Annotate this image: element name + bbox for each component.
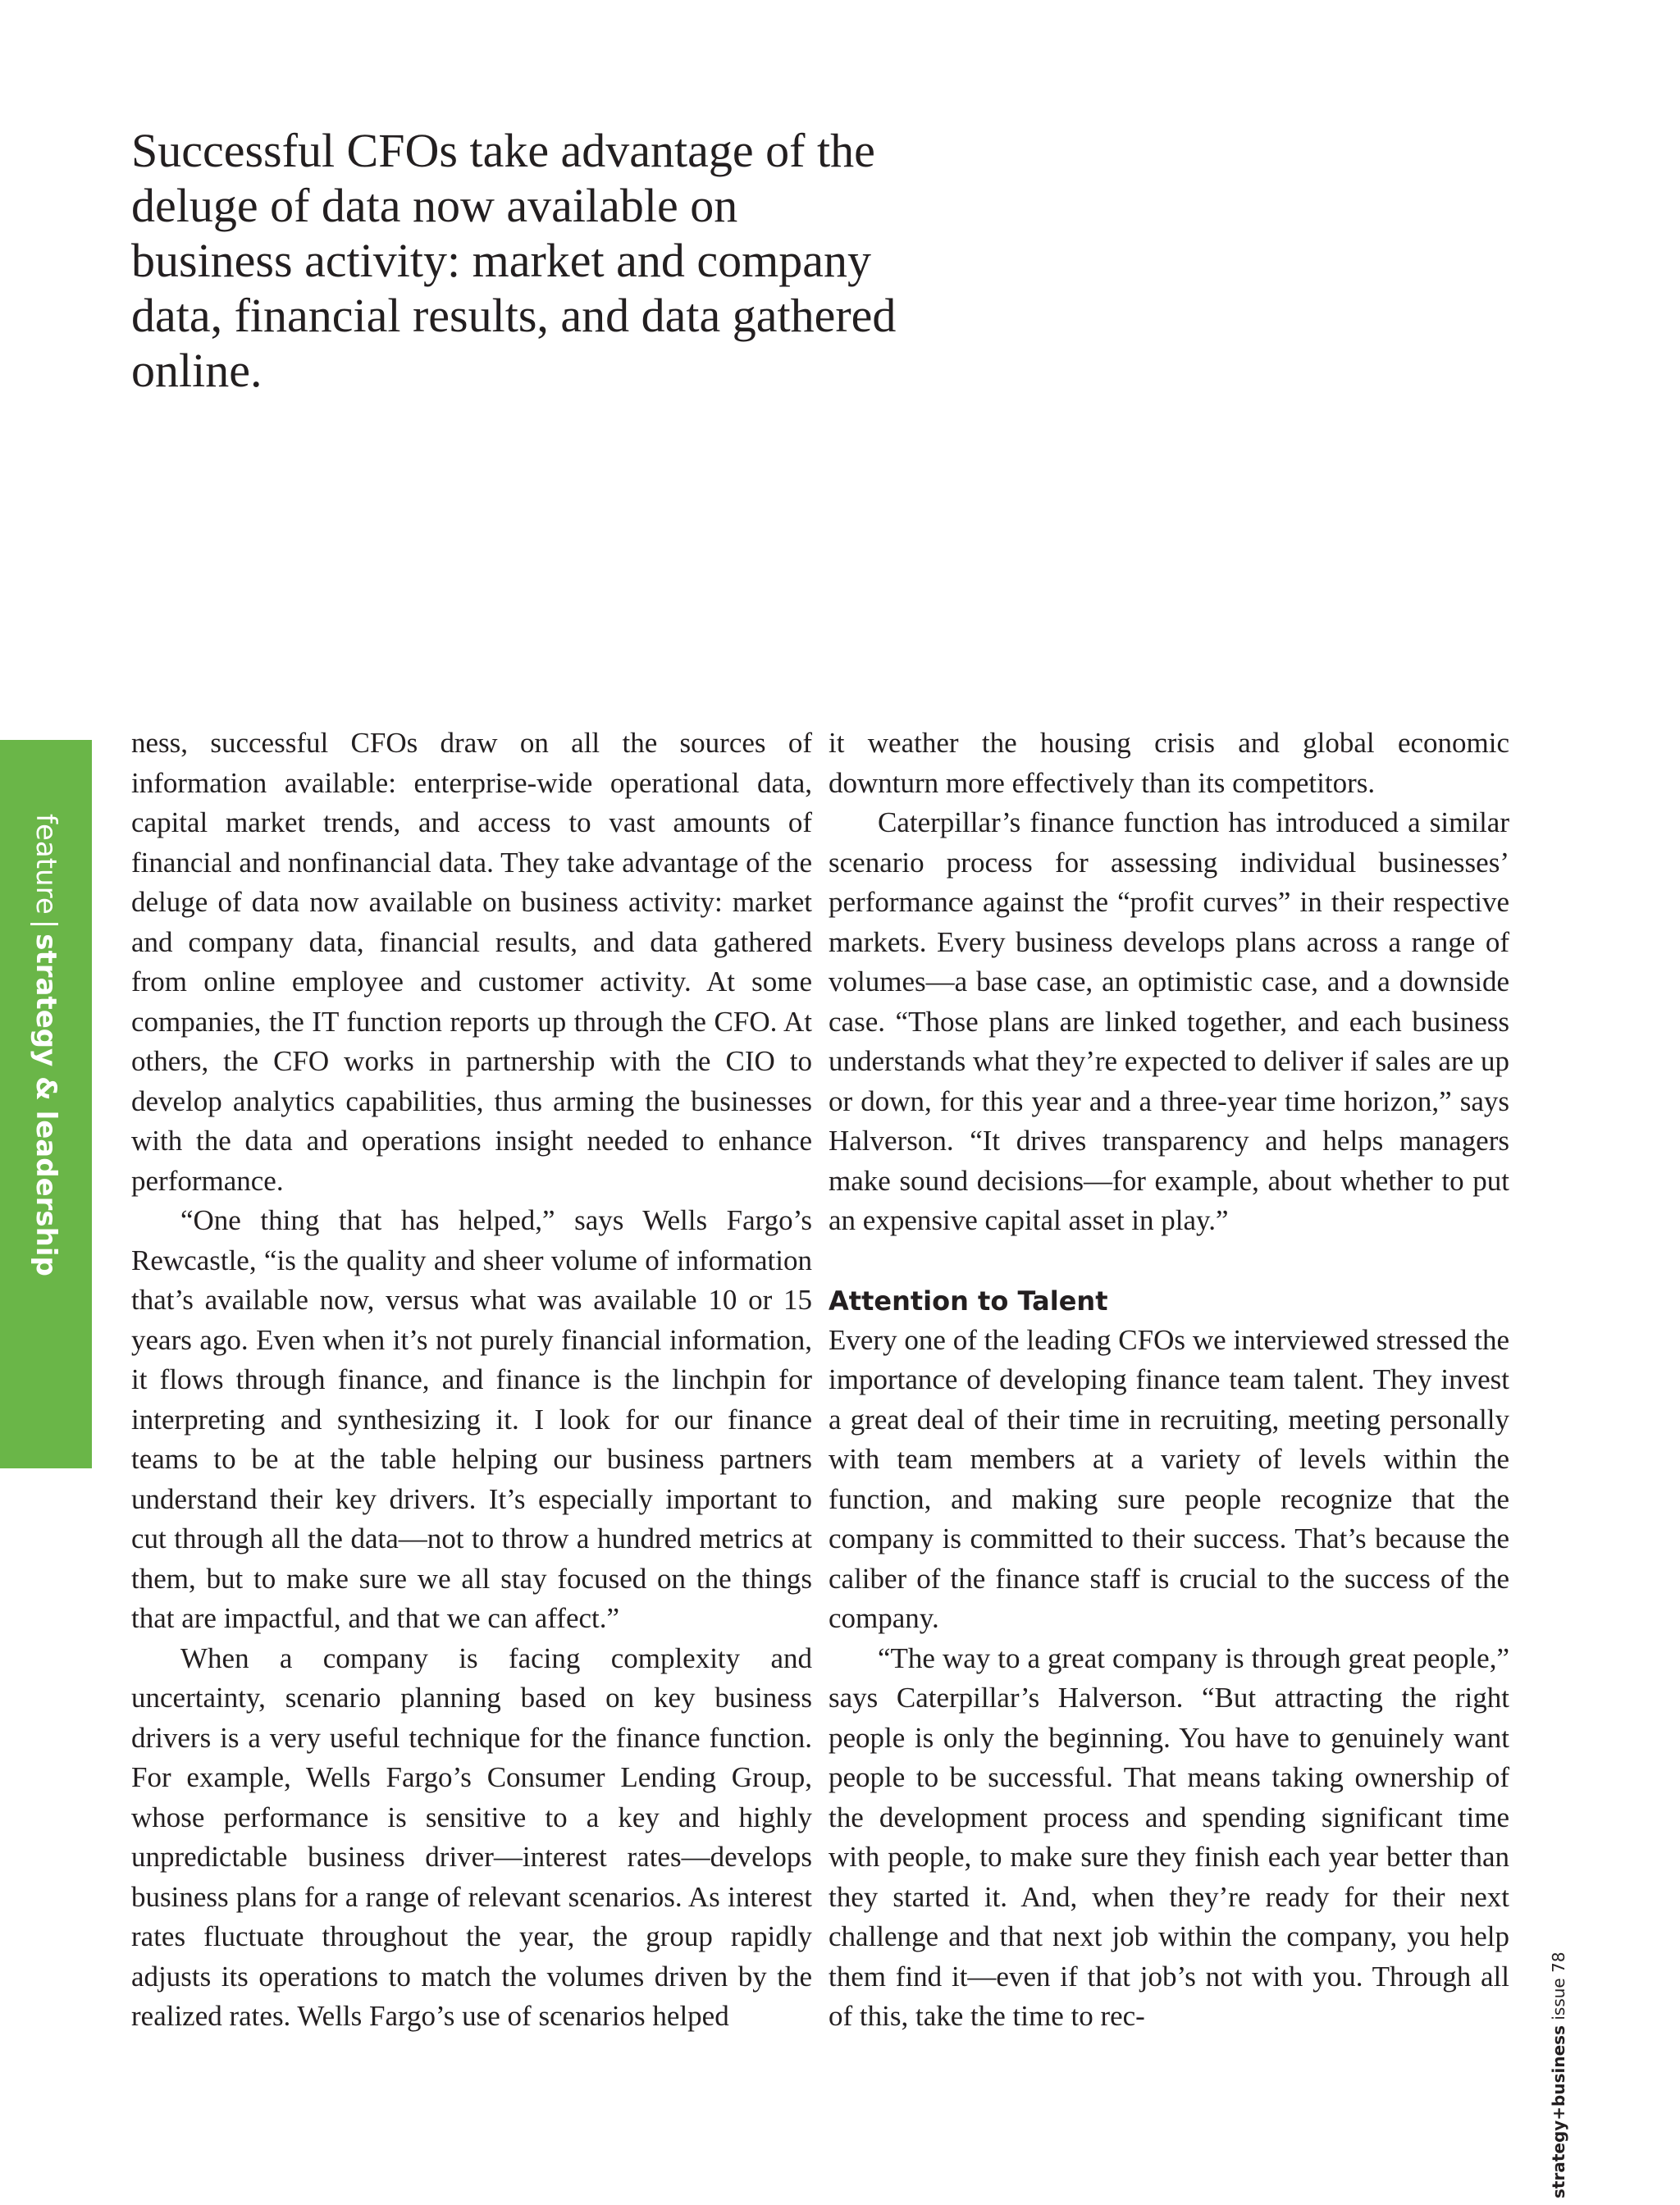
- body-paragraph: Caterpillar’s finance function has introduced a similar scenario process for assessing individual businesses’ performance against the “profit curves” in their respective markets. Every business develops plans across a range of volumes—a base case, an optimistic case, and a downside case. “Those plans are linked together, and each business understands what they’re expected to deliver if sales are up or down, for this year and a three-year time horizon,” says Halverson. “It drives transparency and helps managers make sound decisions—for example, about whether to put an expensive capital asset in play.”: [829, 806, 1509, 1236]
- section-separator: |: [30, 919, 62, 929]
- section-kind: feature: [30, 814, 62, 915]
- section-subhead: Attention to Talent: [829, 1285, 1108, 1317]
- left-column: [131, 724, 812, 2037]
- right-column: [829, 724, 1509, 2037]
- body-paragraph: Every one of the leading CFOs we interviewed stressed the importance of developing finance team talent. They invest a great deal of their time in recruiting, meeting personally with team members at a variety of levels within the function, and making sure people recognize that the company is committed to their success. That’s because the caliber of the finance staff is crucial to the success of the company.: [829, 1323, 1509, 1634]
- issue-number: issue 78: [1549, 1952, 1568, 2020]
- section-topic: strategy & leadership: [30, 934, 62, 1276]
- section-label: [30, 814, 62, 1276]
- body-paragraph: it weather the housing crisis and global economic downturn more effectively than its competitors.: [829, 727, 1509, 799]
- publication-name: strategy+business: [1549, 2025, 1568, 2198]
- body-paragraph: ness, successful CFOs draw on all the sources of information available: enterprise-wide operational data, capital market trends, and access to vast amounts of financial and nonfinancial data. They take advantage of the deluge of data now available on business activity: market and company data, financial results, and data gathered from online employee and customer activity. At some companies, the IT function reports up through the CFO. At others, the CFO works in partnership with the CIO to develop analytics capabilities, thus arming the businesses with the data and operations insight needed to enhance performance.: [131, 727, 812, 1197]
- body-paragraph: “The way to a great company is through great people,” says Caterpillar’s Halverson. “But attracting the right people is only the beginning. You have to genuinely want people to be successful. That means taking ownership of the development process and spending significant time with people, to make sure they finish each year better than they started it. And, when they’re ready for their next challenge and that next job within the company, you help them find it—even if that job’s not with you. Through all of this, take the time to rec-: [829, 1641, 1509, 2032]
- pull-quote: Successful CFOs take advantage of the deluge of data now available on business activity: market and company data, financial results, and data gathered online.: [131, 124, 897, 397]
- page-number: 7: [38, 2134, 54, 2162]
- body-paragraph: “One thing that has helped,” says Wells Fargo’s Rewcastle, “is the quality and sheer volume of information that’s available now, versus what was available 10 or 15 years ago. Even when it’s not purely financial information, it flows through finance, and finance is the linchpin for interpreting and synthesizing it. I look for our finance teams to be at the table helping our business partners understand their key drivers. It’s especially important to cut through all the data—not to throw a hundred metrics at them, but to make sure we all stay focused on the things that are impactful, and that we can affect.”: [131, 1204, 812, 1634]
- body-paragraph: When a company is facing complexity and uncertainty, scenario planning based on key business drivers is a very useful technique for the finance function. For example, Wells Fargo’s Consumer Lending Group, whose performance is sensitive to a key and highly unpredictable business driver—interest rates—develops business plans for a range of relevant scenarios. As interest rates fluctuate throughout the year, the group rapidly adjusts its operations to match the volumes driven by the realized rates. Wells Fargo’s use of scenarios helped: [131, 1641, 812, 2032]
- running-footer: [1549, 1952, 1568, 2198]
